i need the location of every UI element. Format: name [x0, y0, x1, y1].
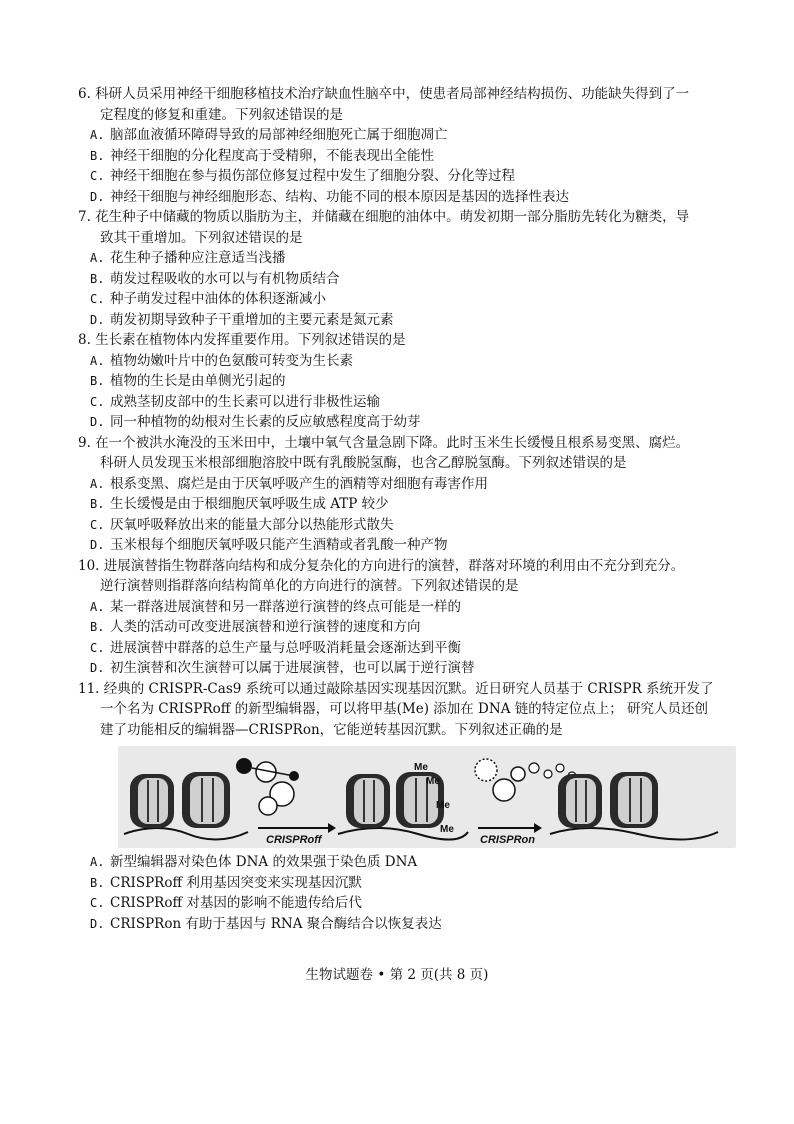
- option-d: D. 萌发初期导致种子干重增加的主要元素是氮元素: [90, 311, 394, 328]
- question-9: [78, 433, 738, 556]
- crisproff-complex: [236, 758, 299, 815]
- arrow-off-head: [328, 823, 336, 833]
- option-a: A. 植物幼嫩叶片中的色氨酸可转变为生长素: [90, 352, 353, 369]
- option-c: C. CRISPRoff 对基因的影响不能遗传给后代: [90, 895, 362, 911]
- option-c: C. 神经干细胞在参与损伤部位修复过程中发生了细胞分裂、分化等过程: [90, 168, 515, 184]
- option-a: A. 花生种子播种应注意适当浅播: [90, 250, 286, 266]
- arrow-on-head: [534, 823, 542, 833]
- option-b: B. CRISPRoff 利用基因突变来实现基因沉默: [90, 874, 362, 891]
- question-10: [78, 556, 738, 679]
- nucleosome-group-right: [558, 772, 658, 828]
- option-d: D. 玉米根每个细胞厌氧呼吸只能产生酒精或者乳酸一种产物: [90, 537, 448, 553]
- question-stem: 10. 进展演替指生物群落向结构和成分复杂化的方向进行的演替，群落对环境的利用由不充分到充分。 逆行演替则指群落向结构简单化的方向进行的演替。下列叙述错误的是: [78, 557, 685, 594]
- option-b: B. 植物的生长是由单侧光引起的: [90, 373, 286, 389]
- me-label-4: Me: [440, 824, 454, 835]
- option-a: A. 某一群落进展演替和另一群落逆行演替的终点可能是一样的: [90, 598, 461, 615]
- question-6: [78, 84, 738, 207]
- question-stem: 9. 在一个被洪水淹没的玉米田中，土壤中氧气含量急剧下降。此时玉米生长缓慢且根系易变黑、腐烂。 科研人员发现玉米根部细胞溶胶中既有乳酸脱氢酶，也含乙醇脱氢酶。下列叙述错误的是: [78, 434, 690, 471]
- question-stem: 11. 经典的 CRISPR-Cas9 系统可以通过敲除基因实现基因沉默。近日研究人员基于 CRISPR 系统开发了 一个名为 CRISPRoff 的新型编辑器，可以将甲基(Me) 添加在 DNA 链的特定位点上； 研究人员还创 建了功能相反的编辑器—CRISPRon，它能逆转基因沉默。下列叙述正确的是: [78, 680, 714, 738]
- option-c: C. 厌氧呼吸释放出来的能量大部分以热能形式散失: [90, 516, 394, 533]
- option-a: A. 根系变黑、腐烂是由于厌氧呼吸产生的酒精等对细胞有毒害作用: [90, 475, 488, 492]
- question-stem: 8. 生长素在植物体内发挥重要作用。下列叙述错误的是: [78, 332, 406, 348]
- me-label-3: Me: [436, 800, 450, 811]
- option-c: C. 进展演替中群落的总生产量与总呼吸消耗量会逐渐达到平衡: [90, 639, 461, 656]
- question-list: [78, 84, 738, 934]
- option-a: A. 脑部血液循环障碍导致的局部神经细胞死亡属于细胞凋亡: [90, 127, 448, 143]
- crispr-figure: [118, 746, 736, 848]
- dna-strand-right: [550, 828, 718, 840]
- option-b: B. 萌发过程吸收的水可以与有机物质结合: [90, 270, 340, 287]
- option-b: B. 生长缓慢是由于根细胞厌氧呼吸生成 ATP 较少: [90, 496, 389, 512]
- question-stem: 7. 花生种子中储藏的物质以脂肪为主，并储藏在细胞的油体中。萌发初期一部分脂肪先转化为糖类，导 致其干重增加。下列叙述错误的是: [78, 209, 690, 246]
- option-d: D. 同一种植物的幼根对生长素的反应敏感程度高于幼芽: [90, 414, 421, 430]
- page-footer: 生物试题卷 • 第 2 页(共 8 页): [305, 967, 489, 983]
- question-stem: 6. 科研人员采用神经干细胞移植技术治疗缺血性脑卒中，使患者局部神经结构损伤、功能缺失得到了一 定程度的修复和重建。下列叙述错误的是: [78, 86, 690, 123]
- nucleosome-group-left: [130, 772, 230, 828]
- option-b: B. 神经干细胞的分化程度高于受精卵，不能表现出全能性: [90, 147, 434, 164]
- option-b: B. 人类的活动可改变进展演替和逆行演替的速度和方向: [90, 619, 421, 635]
- option-a: A. 新型编辑器对染色体 DNA 的效果强于染色质 DNA: [90, 854, 418, 870]
- option-c: C. 种子萌发过程中油体的体积逐渐减小: [90, 291, 326, 307]
- question-11: [78, 679, 738, 935]
- crispr-diagram: [118, 746, 736, 848]
- question-8: [78, 330, 738, 433]
- me-label-1: Me: [414, 762, 428, 773]
- dna-strand-left: [124, 828, 248, 840]
- question-7: [78, 207, 738, 330]
- crisproff-label: CRISPRoff: [266, 834, 322, 846]
- option-c: C. 成熟茎韧皮部中的生长素可以进行非极性运输: [90, 393, 380, 410]
- option-d: D. 初生演替和次生演替可以属于进展演替，也可以属于逆行演替: [90, 660, 475, 676]
- option-d: D. 神经干细胞与神经细胞形态、结构、功能不同的根本原因是基因的选择性表达: [90, 188, 569, 205]
- crispron-label: CRISPRon: [480, 834, 535, 846]
- option-d: D. CRISPRon 有助于基因与 RNA 聚合酶结合以恢复表达: [90, 915, 442, 932]
- me-label-2: Me: [426, 776, 440, 787]
